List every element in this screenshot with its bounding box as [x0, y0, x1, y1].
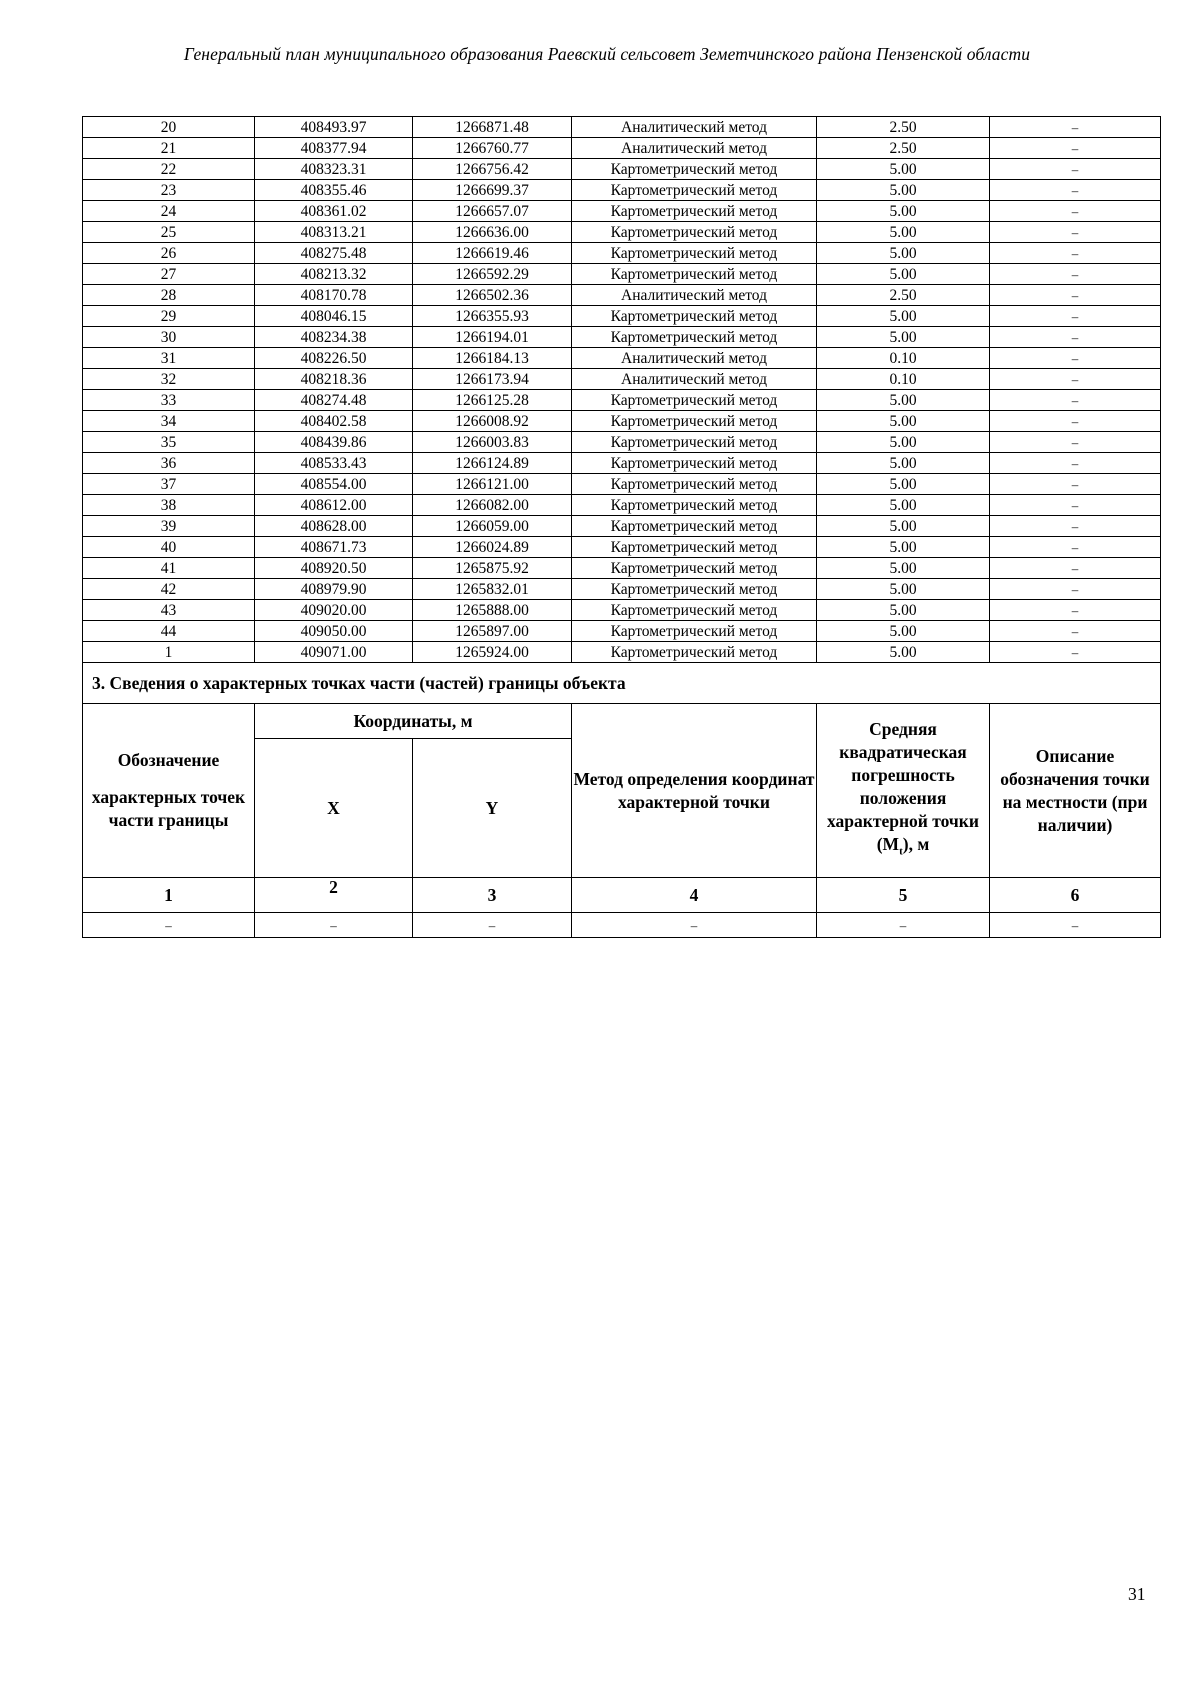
point-number-cell: 37	[83, 474, 255, 495]
x-coordinate-cell: 408170.78	[255, 285, 413, 306]
section3-table	[83, 663, 1161, 938]
description-cell: –	[990, 558, 1161, 579]
y-coordinate-cell: 1265888.00	[413, 600, 572, 621]
y-coordinate-cell: 1265832.01	[413, 579, 572, 600]
x-coordinate-cell: 408218.36	[255, 369, 413, 390]
table-row	[83, 579, 1161, 600]
column-number: 1	[83, 878, 255, 913]
point-number-cell: 43	[83, 600, 255, 621]
description-cell: –	[990, 285, 1161, 306]
column-number: 3	[413, 878, 572, 913]
y-coordinate-cell: 1266502.36	[413, 285, 572, 306]
error-cell: 5.00	[817, 411, 990, 432]
x-coordinate-cell: 409071.00	[255, 642, 413, 663]
section3-title: 3. Сведения о характерных точках части (частей) границы объекта	[83, 663, 1161, 704]
error-cell: 5.00	[817, 474, 990, 495]
point-number-cell: 27	[83, 264, 255, 285]
point-number-cell: 39	[83, 516, 255, 537]
description-cell: –	[990, 159, 1161, 180]
y-coordinate-cell: 1266756.42	[413, 159, 572, 180]
description-cell: –	[990, 621, 1161, 642]
table-row	[83, 117, 1161, 138]
point-number-cell: 20	[83, 117, 255, 138]
description-cell: –	[990, 537, 1161, 558]
empty-cell: –	[413, 913, 572, 938]
description-cell: –	[990, 180, 1161, 201]
point-number-cell: 36	[83, 453, 255, 474]
y-coordinate-cell: 1266355.93	[413, 306, 572, 327]
table-row	[83, 222, 1161, 243]
x-coordinate-cell: 408274.48	[255, 390, 413, 411]
error-cell: 5.00	[817, 243, 990, 264]
description-cell: –	[990, 369, 1161, 390]
x-coordinate-cell: 408323.31	[255, 159, 413, 180]
method-cell: Аналитический метод	[572, 285, 817, 306]
x-coordinate-cell: 409050.00	[255, 621, 413, 642]
empty-cell: –	[83, 913, 255, 938]
y-coordinate-cell: 1266124.89	[413, 453, 572, 474]
column-number: 5	[817, 878, 990, 913]
method-cell: Картометрический метод	[572, 453, 817, 474]
description-cell: –	[990, 201, 1161, 222]
y-coordinate-cell: 1266008.92	[413, 411, 572, 432]
error-cell: 2.50	[817, 285, 990, 306]
x-coordinate-cell: 408361.02	[255, 201, 413, 222]
empty-cell: –	[990, 913, 1161, 938]
point-number-cell: 25	[83, 222, 255, 243]
description-cell: –	[990, 390, 1161, 411]
error-cell: 0.10	[817, 348, 990, 369]
description-cell: –	[990, 222, 1161, 243]
method-cell: Картометрический метод	[572, 243, 817, 264]
column-numbers-row	[83, 878, 1161, 913]
page-number: 31	[1128, 1584, 1146, 1604]
x-coordinate-cell: 408979.90	[255, 579, 413, 600]
point-number-cell: 42	[83, 579, 255, 600]
point-number-cell: 34	[83, 411, 255, 432]
point-number-cell: 22	[83, 159, 255, 180]
x-coordinate-cell: 408554.00	[255, 474, 413, 495]
description-cell: –	[990, 453, 1161, 474]
method-cell: Картометрический метод	[572, 327, 817, 348]
table-row	[83, 201, 1161, 222]
table-row	[83, 537, 1161, 558]
table-row	[83, 558, 1161, 579]
method-cell: Картометрический метод	[572, 306, 817, 327]
table-row	[83, 642, 1161, 663]
error-cell: 2.50	[817, 138, 990, 159]
header-description: Описание обозначения точки на местности (при наличии)	[990, 704, 1161, 878]
method-cell: Аналитический метод	[572, 138, 817, 159]
point-number-cell: 38	[83, 495, 255, 516]
point-number-cell: 1	[83, 642, 255, 663]
x-coordinate-cell: 408275.48	[255, 243, 413, 264]
header-designation: Обозначение характерных точек части границы	[83, 704, 255, 878]
method-cell: Картометрический метод	[572, 495, 817, 516]
error-cell: 5.00	[817, 264, 990, 285]
method-cell: Картометрический метод	[572, 411, 817, 432]
x-coordinate-cell: 408439.86	[255, 432, 413, 453]
x-coordinate-cell: 408355.46	[255, 180, 413, 201]
column-number: 4	[572, 878, 817, 913]
points-table-body	[83, 117, 1161, 663]
x-coordinate-cell: 408493.97	[255, 117, 413, 138]
method-cell: Картометрический метод	[572, 516, 817, 537]
method-cell: Аналитический метод	[572, 348, 817, 369]
x-coordinate-cell: 409020.00	[255, 600, 413, 621]
method-cell: Картометрический метод	[572, 474, 817, 495]
x-coordinate-cell: 408377.94	[255, 138, 413, 159]
y-coordinate-cell: 1266592.29	[413, 264, 572, 285]
method-cell: Картометрический метод	[572, 180, 817, 201]
x-coordinate-cell: 408628.00	[255, 516, 413, 537]
point-number-cell: 24	[83, 201, 255, 222]
y-coordinate-cell: 1266003.83	[413, 432, 572, 453]
empty-cell: –	[255, 913, 413, 938]
x-coordinate-cell: 408671.73	[255, 537, 413, 558]
table-row	[83, 453, 1161, 474]
y-coordinate-cell: 1266024.89	[413, 537, 572, 558]
table-row	[83, 138, 1161, 159]
y-coordinate-cell: 1266173.94	[413, 369, 572, 390]
column-number: 2	[255, 878, 413, 913]
method-cell: Картометрический метод	[572, 642, 817, 663]
point-number-cell: 32	[83, 369, 255, 390]
y-coordinate-cell: 1266699.37	[413, 180, 572, 201]
point-number-cell: 23	[83, 180, 255, 201]
header-coordinates: Координаты, м	[255, 704, 572, 739]
table-row	[83, 348, 1161, 369]
description-cell: –	[990, 579, 1161, 600]
y-coordinate-cell: 1266619.46	[413, 243, 572, 264]
table-row	[83, 327, 1161, 348]
error-cell: 5.00	[817, 390, 990, 411]
method-cell: Картометрический метод	[572, 537, 817, 558]
method-cell: Картометрический метод	[572, 600, 817, 621]
error-cell: 0.10	[817, 369, 990, 390]
table-row	[83, 474, 1161, 495]
table-row	[83, 432, 1161, 453]
point-number-cell: 44	[83, 621, 255, 642]
description-cell: –	[990, 243, 1161, 264]
x-coordinate-cell: 408313.21	[255, 222, 413, 243]
description-cell: –	[990, 138, 1161, 159]
error-cell: 5.00	[817, 495, 990, 516]
method-cell: Картометрический метод	[572, 159, 817, 180]
description-cell: –	[990, 516, 1161, 537]
error-cell: 5.00	[817, 222, 990, 243]
description-cell: –	[990, 642, 1161, 663]
header-y: Y	[413, 739, 572, 878]
method-cell: Аналитический метод	[572, 369, 817, 390]
empty-cell: –	[572, 913, 817, 938]
table-row	[83, 243, 1161, 264]
x-coordinate-cell: 408533.43	[255, 453, 413, 474]
method-cell: Картометрический метод	[572, 390, 817, 411]
method-cell: Картометрический метод	[572, 558, 817, 579]
description-cell: –	[990, 327, 1161, 348]
error-cell: 5.00	[817, 159, 990, 180]
y-coordinate-cell: 1265897.00	[413, 621, 572, 642]
table-row	[83, 495, 1161, 516]
boundary-points-table	[82, 116, 1161, 938]
y-coordinate-cell: 1265924.00	[413, 642, 572, 663]
error-cell: 5.00	[817, 180, 990, 201]
description-cell: –	[990, 411, 1161, 432]
point-number-cell: 30	[83, 327, 255, 348]
error-cell: 5.00	[817, 453, 990, 474]
point-number-cell: 41	[83, 558, 255, 579]
error-cell: 5.00	[817, 579, 990, 600]
point-number-cell: 21	[83, 138, 255, 159]
x-coordinate-cell: 408226.50	[255, 348, 413, 369]
point-number-cell: 28	[83, 285, 255, 306]
method-cell: Картометрический метод	[572, 579, 817, 600]
error-cell: 5.00	[817, 327, 990, 348]
point-number-cell: 33	[83, 390, 255, 411]
empty-cell: –	[817, 913, 990, 938]
description-cell: –	[990, 474, 1161, 495]
description-cell: –	[990, 348, 1161, 369]
x-coordinate-cell: 408920.50	[255, 558, 413, 579]
error-cell: 5.00	[817, 201, 990, 222]
point-number-cell: 40	[83, 537, 255, 558]
error-cell: 5.00	[817, 642, 990, 663]
header-error: Средняя квадратическая погрешность положения характерной точки $(M_t)$, м	[817, 704, 990, 878]
description-cell: –	[990, 495, 1161, 516]
y-coordinate-cell: 1266059.00	[413, 516, 572, 537]
point-number-cell: 31	[83, 348, 255, 369]
error-cell: 5.00	[817, 432, 990, 453]
error-cell: 5.00	[817, 600, 990, 621]
method-cell: Картометрический метод	[572, 222, 817, 243]
table-row	[83, 411, 1161, 432]
point-number-cell: 29	[83, 306, 255, 327]
error-cell: 5.00	[817, 516, 990, 537]
y-coordinate-cell: 1266082.00	[413, 495, 572, 516]
y-coordinate-cell: 1266657.07	[413, 201, 572, 222]
table-row	[83, 264, 1161, 285]
column-number: 6	[990, 878, 1161, 913]
x-coordinate-cell: 408213.32	[255, 264, 413, 285]
table-row	[83, 621, 1161, 642]
point-number-cell: 26	[83, 243, 255, 264]
y-coordinate-cell: 1266121.00	[413, 474, 572, 495]
description-cell: –	[990, 264, 1161, 285]
method-cell: Картометрический метод	[572, 264, 817, 285]
table-row	[83, 600, 1161, 621]
table-row	[83, 516, 1161, 537]
description-cell: –	[990, 432, 1161, 453]
method-cell: Картометрический метод	[572, 201, 817, 222]
header-x: X	[255, 739, 413, 878]
method-cell: Картометрический метод	[572, 621, 817, 642]
description-cell: –	[990, 600, 1161, 621]
table-row	[83, 306, 1161, 327]
table-row	[83, 159, 1161, 180]
y-coordinate-cell: 1266871.48	[413, 117, 572, 138]
x-coordinate-cell: 408612.00	[255, 495, 413, 516]
description-cell: –	[990, 117, 1161, 138]
method-cell: Картометрический метод	[572, 432, 817, 453]
y-coordinate-cell: 1266125.28	[413, 390, 572, 411]
error-cell: 5.00	[817, 621, 990, 642]
empty-data-row	[83, 913, 1161, 938]
y-coordinate-cell: 1266194.01	[413, 327, 572, 348]
error-cell: 2.50	[817, 117, 990, 138]
document-header: Генеральный план муниципального образования Раевский сельсовет Земетчинского района Пензенской области	[183, 44, 1031, 64]
error-cell: 5.00	[817, 306, 990, 327]
error-cell: 5.00	[817, 537, 990, 558]
error-cell: 5.00	[817, 558, 990, 579]
y-coordinate-cell: 1266636.00	[413, 222, 572, 243]
y-coordinate-cell: 1266760.77	[413, 138, 572, 159]
x-coordinate-cell: 408046.15	[255, 306, 413, 327]
table-row	[83, 180, 1161, 201]
table-row	[83, 285, 1161, 306]
table-row	[83, 369, 1161, 390]
header-method: Метод определения координат характерной точки	[572, 704, 817, 878]
y-coordinate-cell: 1266184.13	[413, 348, 572, 369]
y-coordinate-cell: 1265875.92	[413, 558, 572, 579]
x-coordinate-cell: 408402.58	[255, 411, 413, 432]
table-row	[83, 390, 1161, 411]
point-number-cell: 35	[83, 432, 255, 453]
description-cell: –	[990, 306, 1161, 327]
x-coordinate-cell: 408234.38	[255, 327, 413, 348]
method-cell: Аналитический метод	[572, 117, 817, 138]
